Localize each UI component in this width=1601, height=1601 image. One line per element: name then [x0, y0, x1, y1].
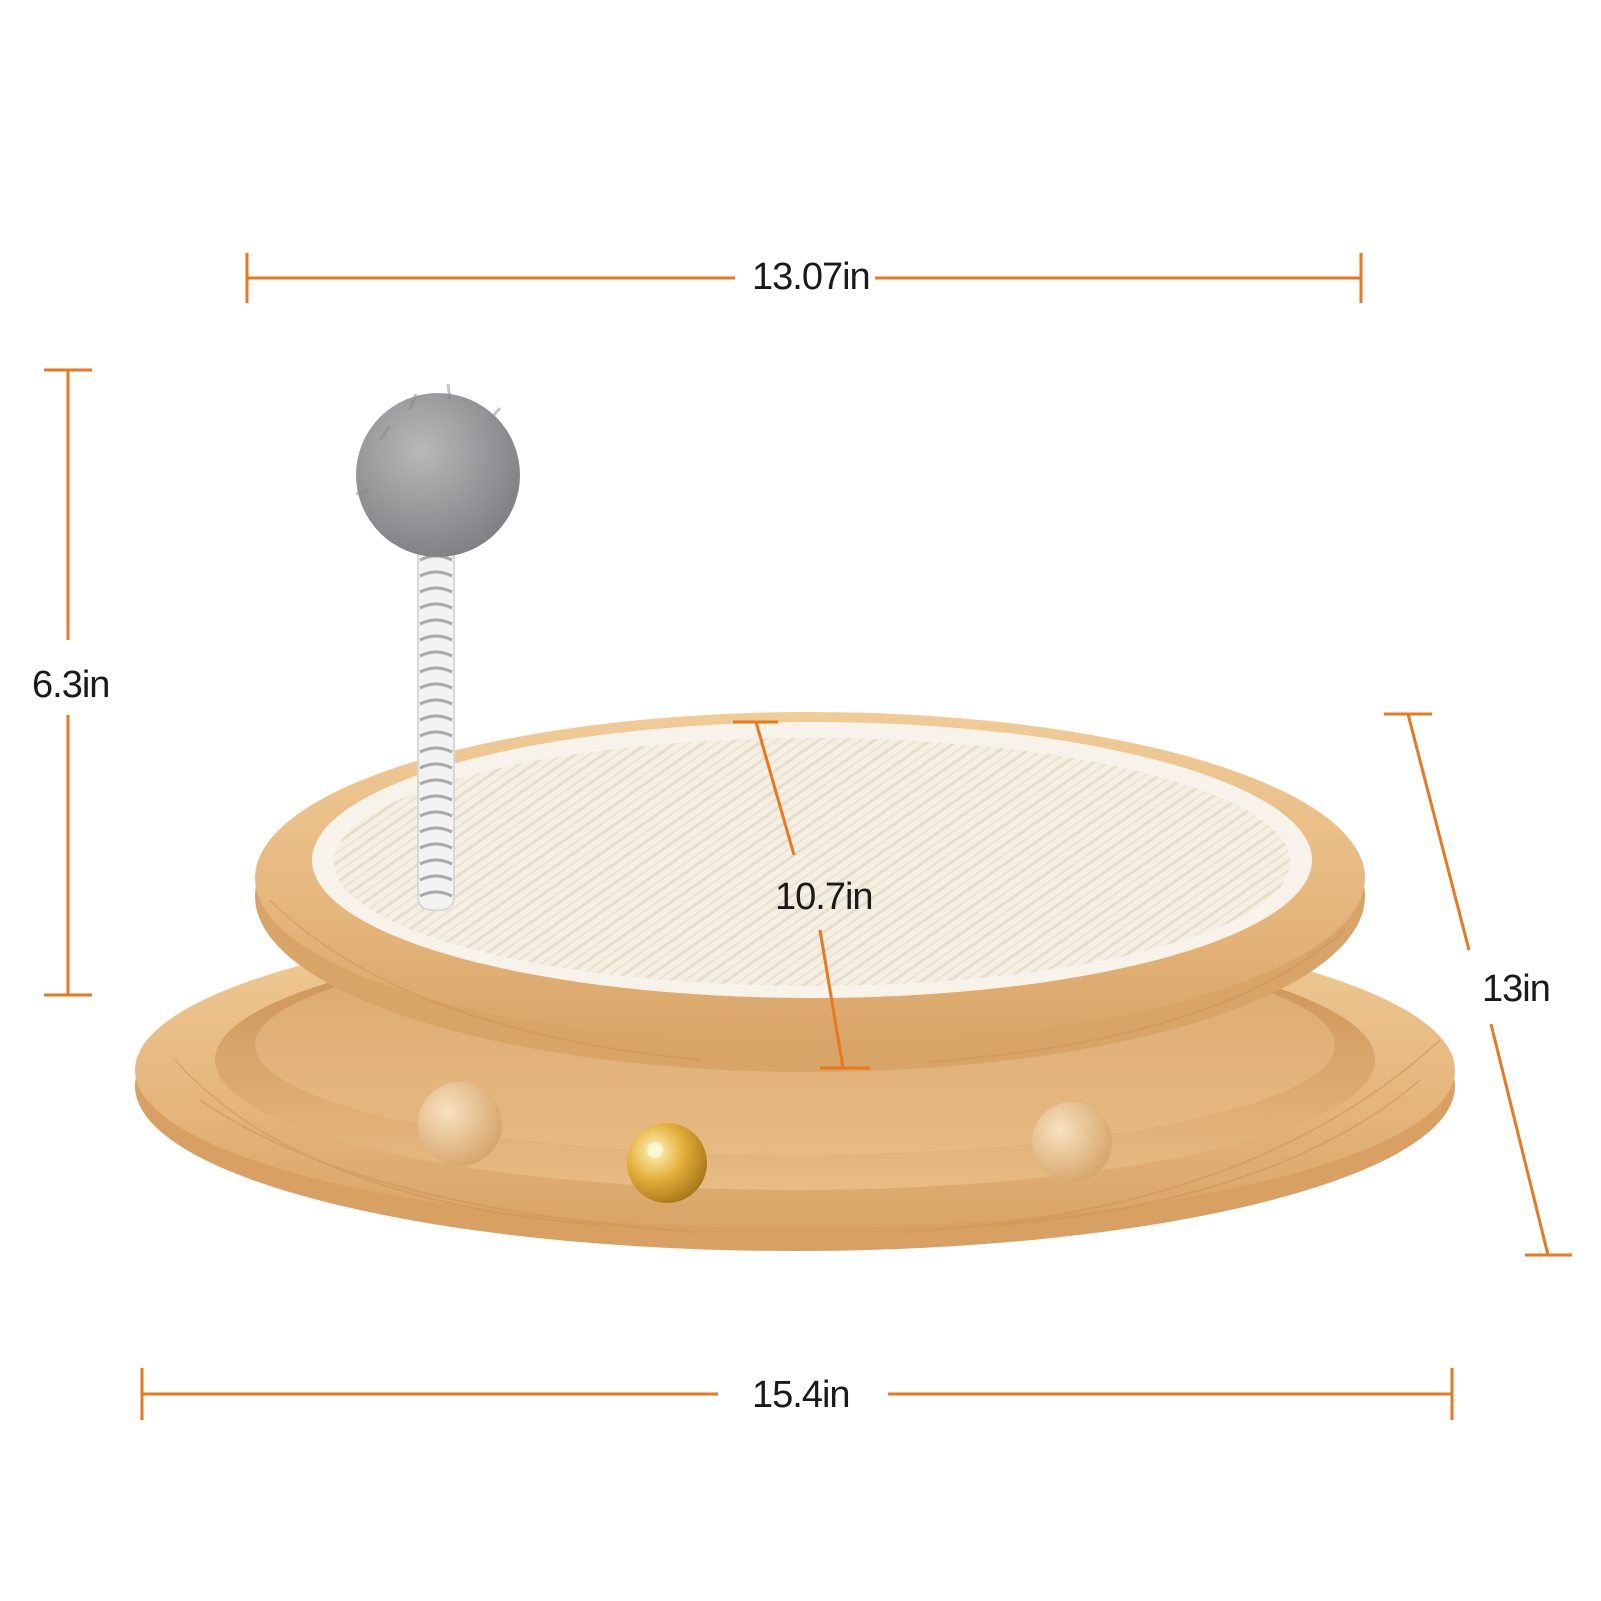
cat-turntable-toy — [135, 712, 1455, 1251]
wooden-ball — [1032, 1102, 1112, 1182]
spring — [418, 540, 454, 910]
wooden-ball — [418, 1082, 502, 1166]
bell-ball — [627, 1123, 707, 1203]
dimension-height-label: 6.3in — [32, 664, 110, 706]
pom-pom — [356, 393, 520, 557]
dimension-pad-label: 10.7in — [775, 876, 873, 918]
dimension-depth-label: 13in — [1482, 968, 1550, 1010]
dimension-top-width-label: 13.07in — [752, 256, 870, 298]
dimension-base-width-label: 15.4in — [752, 1374, 850, 1416]
sisal-pad — [334, 738, 1290, 986]
